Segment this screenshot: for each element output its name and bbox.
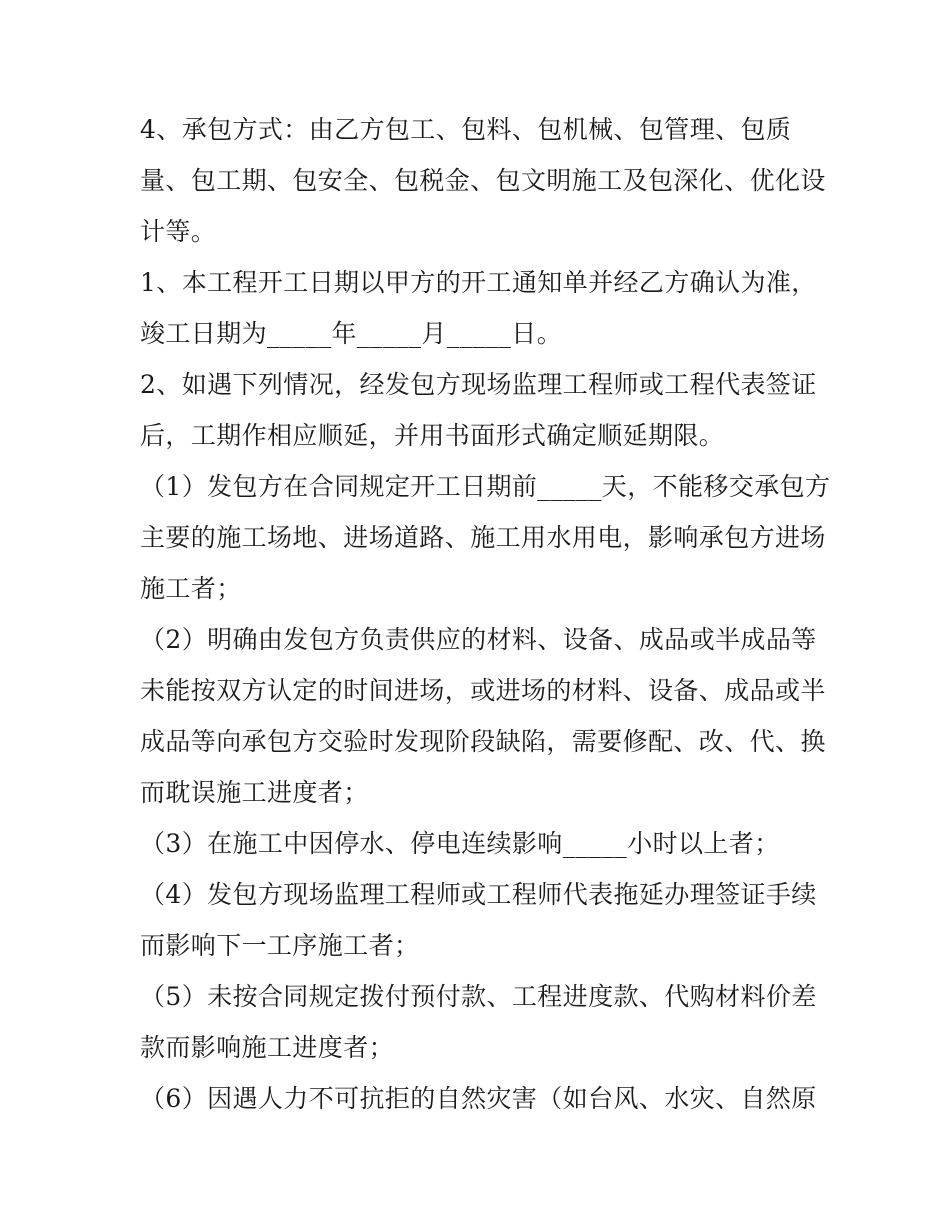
text-line: 未能按双方认定的时间进场，或进场的材料、设备、成品或半	[140, 676, 826, 705]
text-line: （3）在施工中因停水、停电连续影响_____小时以上者；	[140, 829, 780, 858]
text-line: 而耽误施工进度者；	[140, 778, 369, 807]
text-line: 4、承包方式：由乙方包工、包料、包机械、包管理、包质	[140, 115, 792, 144]
text-line: 而影响下一工序施工者；	[140, 931, 420, 960]
text-line: 竣工日期为_____年_____月_____日。	[140, 319, 563, 348]
text-line: （2）明确由发包方负责供应的材料、设备、成品或半成品等	[140, 625, 817, 654]
text-line: 成品等向承包方交验时发现阶段缺陷，需要修配、改、代、换	[140, 727, 826, 756]
text-line: 2、如遇下列情况，经发包方现场监理工程师或工程代表签证	[140, 370, 817, 399]
text-line: 施工者；	[140, 574, 242, 603]
text-line: （6）因遇人力不可抗拒的自然灾害（如台风、水灾、自然原	[140, 1084, 817, 1113]
text-line: 量、包工期、包安全、包税金、包文明施工及包深化、优化设	[140, 166, 826, 195]
text-line: 主要的施工场地、进场道路、施工用水用电，影响承包方进场	[140, 523, 826, 552]
text-line: 计等。	[140, 217, 217, 246]
text-line: （4）发包方现场监理工程师或工程师代表拖延办理签证手续	[140, 880, 817, 909]
text-line: （5）未按合同规定拨付预付款、工程进度款、代购材料价差	[140, 982, 817, 1011]
text-line: 款而影响施工进度者；	[140, 1033, 395, 1062]
text-line: 后，工期作相应顺延，并用书面形式确定顺延期限。	[140, 421, 725, 450]
text-line: 1、本工程开工日期以甲方的开工通知单并经乙方确认为准，	[140, 268, 817, 297]
text-line: （1）发包方在合同规定开工日期前_____天，不能移交承包方	[140, 472, 831, 501]
contract-text	[140, 104, 831, 1124]
